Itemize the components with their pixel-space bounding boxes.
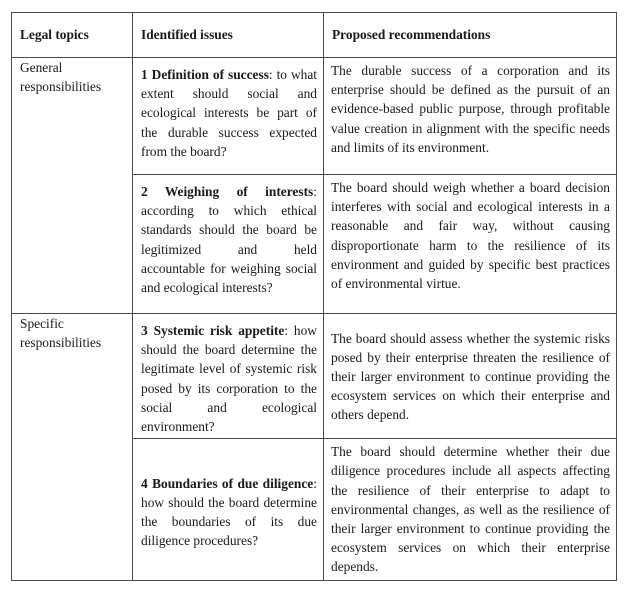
recommendation-systemic-risk-appetite: The board should assess whether the systemic risks posed by their enterprise threaten the resilience of their larger environment to continue providing the ecosystem services on which their enterprise and others depend. <box>324 314 617 439</box>
issue-weighing-of-interests <box>133 175 324 314</box>
issue-text: : how should the board determine the legitimate level of systemic risk posed by its corporation to the social and ecological environment? <box>141 323 317 435</box>
table-row <box>12 58 617 175</box>
issue-title: 1 Definition of success <box>141 67 269 82</box>
legal-topics-table <box>11 12 617 581</box>
recommendation-boundaries-of-due-diligence: The board should determine whether their due diligence procedures include all aspects affecting the resilience of their enterprise to adapt to environmental changes, as well as the resilience of their larger environment to continue providing the ecosystem services on which their enterprise depends. <box>324 439 617 581</box>
issue-definition-of-success <box>133 58 324 175</box>
topic-general-responsibilities: General responsibilities <box>12 58 133 314</box>
header-identified-issues: Identified issues <box>133 13 324 58</box>
table-row <box>12 314 617 439</box>
issue-systemic-risk-appetite <box>133 314 324 439</box>
recommendation-definition-of-success: The durable success of a corporation and its enterprise should be defined as the pursuit of an evidence-based public purpose, through profitable value creation in alignment with the specific needs and limits of its environment. <box>324 58 617 175</box>
issue-text: : according to which ethical standards should the board be legitimized and held accountable for weighing social and ecological interests? <box>141 184 317 296</box>
table-header-row <box>12 13 617 58</box>
issue-title: 3 Systemic risk appetite <box>141 323 285 338</box>
header-proposed-recommendations: Proposed recommendations <box>324 13 617 58</box>
issue-title: 4 Boundaries of due diligence <box>141 475 314 491</box>
issue-text: : to what extent should social and ecological interests be part of the durable success expected from the board? <box>141 67 317 159</box>
issue-text: : how should the board determine the boundaries of its due diligence procedures? <box>141 475 317 549</box>
issue-title: 2 Weighing of interests <box>141 184 314 199</box>
topic-specific-responsibilities: Specific responsibilities <box>12 314 133 581</box>
issue-boundaries-of-due-diligence <box>133 439 324 581</box>
header-legal-topics: Legal topics <box>12 13 133 58</box>
recommendation-weighing-of-interests: The board should weigh whether a board decision interferes with social and ecological interests in a reasonable and fair way, without causing disproportionate harm to the resilience of its environment and guided by specific best practices of environmental virtue. <box>324 175 617 314</box>
